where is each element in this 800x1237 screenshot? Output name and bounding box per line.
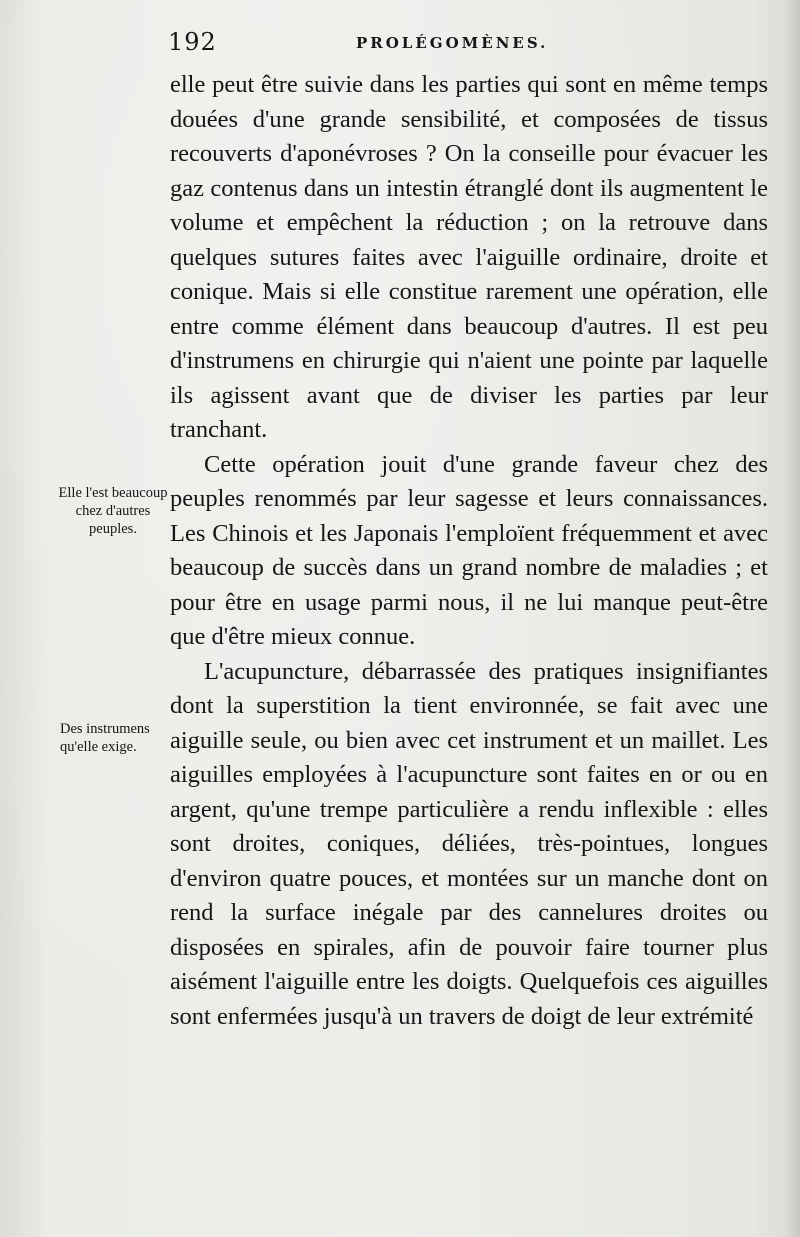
- paragraph-1: elle peut être suivie dans les parties qui sont en même temps douées d'une grande sensibilité, et composées de tissus recouverts d'aponévroses ? On la conseille pour évacuer les gaz contenus dans un intestin étranglé dont ils augmentent le volume et empêchent la réduction ; on la retrouve dans quelques sutures faites avec l'aiguille ordinaire, droite et conique. Mais si elle constitue rarement une opération, elle entre comme élément dans beaucoup d'autres. Il est peu d'instrumens en chirurgie qui n'aient une pointe par laquelle ils agissent avant que de diviser les parties par leur tranchant.: [170, 71, 768, 443]
- paragraph-2: Cette opération jouit d'une grande faveur chez des peuples renommés par leur sagesse et leurs connaissances. Les Chinois et les Japonais l'emploïent fréquemment et avec beaucoup de succès dans un grand nombre de maladies ; et pour être en usage parmi nous, il ne lui manque peut-être que d'être mieux connue.: [170, 450, 768, 650]
- body-text: [170, 68, 768, 1034]
- page-edge-shadow: [786, 0, 800, 1237]
- paragraph-3: L'acupuncture, débarrassée des pratiques insignifiantes dont la superstition la tient environnée, se fait avec une aiguille seule, ou bien avec cet instrument et un maillet. Les aiguilles employées à l'acupuncture sont faites en or ou en argent, qu'une trempe particulière a rendu inflexible : elles sont droites, coniques, déliées, très-pointues, longues d'environ quatre pouces, et montées sur un manche dont on rend la surface inégale par des cannelures droites ou disposées en spirales, afin de pouvoir faire tourner plus aisément l'aiguille entre les doigts. Quelquefois ces aiguilles sont enfermées jusqu'à un travers de doigt de leur extrémité: [170, 657, 768, 1030]
- marginal-note-2: Des instrumens qu'elle exige.: [60, 721, 150, 755]
- running-head: PROLÉGOMÈNES.: [356, 34, 549, 52]
- page-number: 192: [168, 28, 217, 56]
- page-header: [168, 28, 768, 58]
- marginal-note-1: Elle l'est beaucoup chez d'autres peuples.: [58, 485, 168, 537]
